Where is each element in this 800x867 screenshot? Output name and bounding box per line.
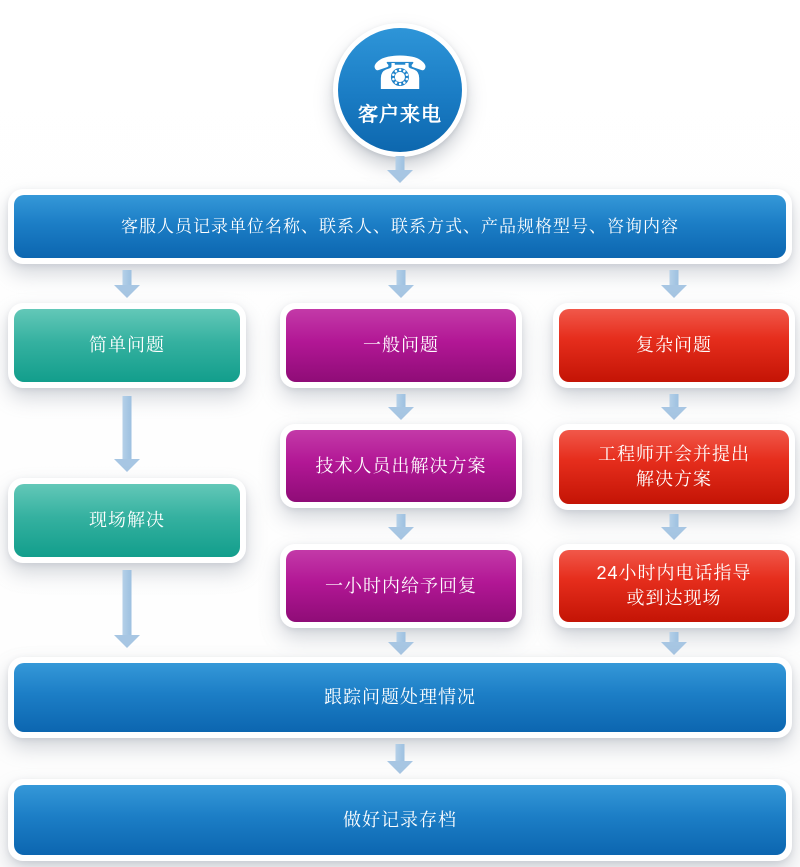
arrow-down-icon (388, 632, 414, 655)
arrow-head (661, 285, 687, 298)
step-onsite-resolution-label (14, 484, 240, 557)
step-general-problem (280, 303, 522, 388)
arrow-head (388, 285, 414, 298)
arrow-shaft (123, 270, 132, 285)
step-record-info (8, 189, 792, 264)
step-reply-one-hour-label (286, 550, 516, 622)
step-simple-problem (8, 303, 246, 388)
arrow-shaft (397, 270, 406, 285)
arrow-shaft (397, 632, 406, 642)
arrow-shaft (670, 394, 679, 407)
arrow-down-icon (387, 156, 413, 183)
step-complex-problem-label (559, 309, 789, 382)
step-engineer-meeting (553, 424, 795, 510)
arrow-down-icon (661, 632, 687, 655)
arrow-down-icon (114, 270, 140, 298)
step-archive-records (8, 779, 792, 861)
arrow-head (387, 170, 413, 183)
arrow-down-icon (114, 396, 140, 472)
step-line: 或到达现场 (626, 588, 722, 608)
arrow-head (661, 642, 687, 655)
step-24h-guidance (553, 544, 795, 628)
step-line: 24小时内电话指导 (596, 563, 752, 583)
step-track-progress (8, 657, 792, 738)
arrow-shaft (123, 570, 132, 635)
arrow-shaft (670, 632, 679, 642)
arrow-head (388, 407, 414, 420)
step-tech-solution-label (286, 430, 516, 502)
arrow-down-icon (661, 514, 687, 540)
arrow-down-icon (388, 270, 414, 298)
step-record-info-label: 客服人员记录单位名称、联系人、联系方式、产品规格型号、咨询内容 (14, 195, 786, 258)
arrow-head (114, 635, 140, 648)
arrow-down-icon (388, 514, 414, 540)
arrow-shaft (396, 156, 405, 170)
step-track-progress-label: 跟踪问题处理情况 (14, 663, 786, 732)
step-archive-records-label: 做好记录存档 (14, 785, 786, 855)
arrow-shaft (397, 514, 406, 527)
arrow-shaft (670, 270, 679, 285)
arrow-shaft (123, 396, 132, 459)
step-24h-guidance-label (559, 550, 789, 622)
arrow-down-icon (388, 394, 414, 420)
arrow-head (661, 407, 687, 420)
step-line: 解决方案 (636, 469, 712, 489)
arrow-down-icon (387, 744, 413, 774)
step-line: 一般问题 (363, 335, 439, 355)
arrow-head (387, 761, 413, 774)
step-simple-problem-label (14, 309, 240, 382)
step-reply-one-hour (280, 544, 522, 628)
step-complex-problem (553, 303, 795, 388)
step-general-problem-label (286, 309, 516, 382)
step-line: 现场解决 (89, 510, 165, 530)
step-line: 复杂问题 (636, 335, 712, 355)
arrow-down-icon (661, 394, 687, 420)
arrow-down-icon (661, 270, 687, 298)
step-engineer-meeting-label (559, 430, 789, 504)
arrow-shaft (670, 514, 679, 527)
arrow-head (114, 285, 140, 298)
step-tech-solution (280, 424, 522, 508)
arrow-head (388, 527, 414, 540)
start-node-customer-call (333, 23, 467, 157)
arrow-head (661, 527, 687, 540)
start-node-label: 客户来电 (358, 103, 442, 126)
start-node-inner (338, 28, 462, 152)
arrow-head (388, 642, 414, 655)
phone-icon: ☎ (371, 46, 429, 99)
step-onsite-resolution (8, 478, 246, 563)
step-line: 技术人员出解决方案 (315, 455, 487, 476)
step-line: 简单问题 (89, 335, 165, 355)
step-line: 工程师开会并提出 (598, 444, 750, 464)
step-line: 一小时内给予回复 (325, 575, 477, 596)
arrow-shaft (396, 744, 405, 761)
arrow-head (114, 459, 140, 472)
arrow-shaft (397, 394, 406, 407)
arrow-down-icon (114, 570, 140, 648)
